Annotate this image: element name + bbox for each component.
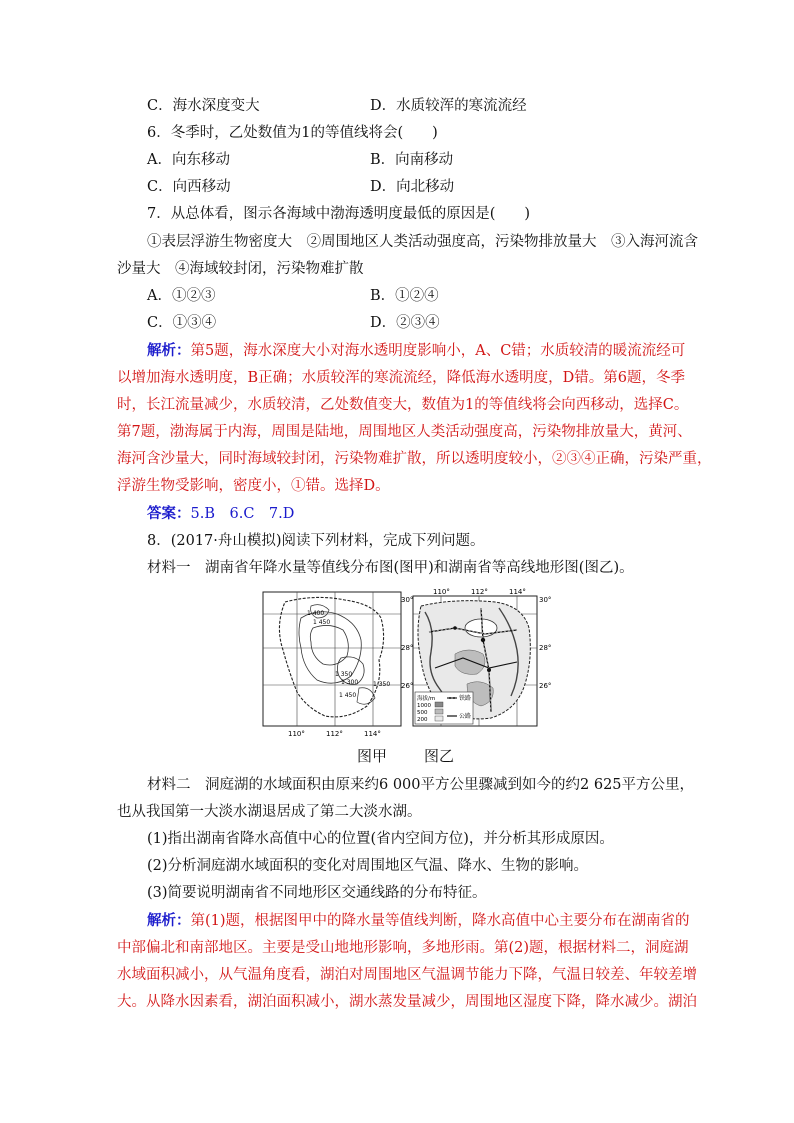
q7-items-line2: 沙量大 ④海域较封闭，污染物难扩散 [117, 261, 364, 277]
figure-caption-b: 图乙 [424, 747, 455, 765]
answer-label: 答案： [147, 505, 191, 522]
q7-items-line1: ①表层浮游生物密度大 ②周围地区人类活动强度高，污染物排放量大 ③入海河流含 [147, 234, 698, 250]
analysis-2-line4: 大。从降水因素看，湖泊面积减小，湖水蒸发量减少，周围地区湿度下降，降水减少。湖泊 [117, 994, 697, 1010]
map-a-contour-label: 1 350 [373, 681, 391, 688]
q8-sub-3: (3)简要说明湖南省不同地形区交通线路的分布特征。 [147, 885, 487, 901]
legend-elevation-value: 1000 [417, 703, 431, 709]
q8-stem: 8．(2017·舟山模拟)阅读下列材料，完成下列问题。 [147, 533, 485, 549]
q6-option-b: B．向南移动 [370, 152, 454, 168]
analysis-2-line2: 中部偏北和南部地区。主要是受山地地形影响，多地形雨。第(2)题，根据材料二，洞庭湖 [117, 940, 689, 956]
q6-stem: 6．冬季时，乙处数值为1的等值线将会( ) [147, 125, 438, 141]
legend-elevation-title: 海拔/m [417, 696, 436, 702]
map-a-lon-tick: 114° [364, 730, 381, 738]
legend-elevation-value: 500 [417, 710, 428, 716]
map-b-lat-tick: 26° [401, 682, 414, 690]
map-b-lon-tick: 112° [471, 588, 488, 596]
q5-option-c: C．海水深度变大 [147, 98, 260, 114]
map-a-contour-label: 1 450 [313, 619, 331, 626]
analysis-1-line6: 浮游生物受影响，密度小，①错。选择D。 [117, 478, 390, 494]
q7-option-a: A．①②③ [147, 288, 216, 304]
q8-material-2-line1: 材料二 洞庭湖的水域面积由原来约6 000平方公里骤减到如今的约2 625平方公里， [147, 777, 695, 793]
analysis-1-line3: 时，长江流量减少，水质较清，乙处数值变大，数值为1的等值线将会向西移动，选择C。 [117, 397, 689, 413]
answer-value: 5.B 6.C 7.D [190, 506, 295, 522]
analysis-label: 解析： [147, 912, 191, 929]
map-b-lat-tick: 30° [401, 596, 414, 604]
q5-option-d: D．水质较浑的寒流流经 [370, 98, 527, 114]
analysis-2-line3: 水域面积减小，从气温角度看，湖泊对周围地区气温调节能力下降，气温日较差、年较差增 [117, 967, 697, 983]
analysis-1-line5: 海河含沙量大，同时海域较封闭，污染物难扩散，所以透明度较小，②③④正确，污染严重， [117, 451, 712, 467]
map-a-precipitation [263, 592, 401, 738]
legend-railway: 铁路 [459, 695, 472, 702]
q7-stem: 7．从总体看，图示各海域中渤海透明度最低的原因是( ) [147, 206, 531, 222]
map-b-lat-tick: 28° [401, 644, 414, 652]
analysis-1-line1: 解析：第5题，海水深度大小对海水透明度影响小，A、C错；水质较清的暖流流经可 [147, 342, 686, 359]
map-a-lon-tick: 112° [326, 730, 343, 738]
q7-option-b: B．①②④ [370, 288, 439, 304]
map-b-lat-tick: 30° [539, 596, 552, 604]
map-b-legend [415, 692, 473, 724]
map-a-contour-label: 1 450 [339, 692, 357, 699]
analysis-label: 解析： [147, 342, 191, 359]
legend-elevation-value: 200 [417, 717, 428, 723]
q8-sub-1: (1)指出湖南省降水高值中心的位置(省内空间方位)，并分析其形成原因。 [147, 831, 614, 847]
analysis-1-line2: 以增加海水透明度，B正确；水质较浑的寒流流经，降低海水透明度，D错。第6题，冬季 [117, 370, 686, 386]
q7-option-c: C．①③④ [147, 315, 217, 331]
q6-option-c: C．向西移动 [147, 179, 231, 195]
analysis-1-line4: 第7题，渤海属于内海，周围是陆地，周围地区人类活动强度高，污染物排放量大，黄河、 [117, 424, 692, 440]
map-a-contour-label: 1 350 [335, 671, 353, 678]
map-b-lon-tick: 114° [509, 588, 526, 596]
map-a-lon-tick: 110° [288, 730, 305, 738]
answer-line [147, 504, 294, 524]
map-a-contour-label: 1 300 [341, 679, 359, 686]
figure-caption-a: 图甲 [357, 747, 388, 765]
analysis-2-line1: 解析：第(1)题，根据图甲中的降水量等值线判断，降水高值中心主要分布在湖南省的 [147, 912, 690, 929]
q8-material-1: 材料一 湖南省年降水量等值线分布图(图甲)和湖南省等高线地形图(图乙)。 [147, 560, 634, 576]
q7-option-d: D．②③④ [370, 315, 440, 331]
q8-sub-2: (2)分析洞庭湖水域面积的变化对周围地区气温、降水、生物的影响。 [147, 858, 589, 874]
map-b-lat-tick: 26° [539, 682, 552, 690]
map-b-lat-tick: 28° [539, 644, 552, 652]
legend-road: 公路 [459, 713, 472, 720]
q6-option-d: D．向北移动 [370, 179, 455, 195]
q6-option-a: A．向东移动 [147, 152, 230, 168]
map-b-topography [401, 588, 551, 726]
figure-maps [255, 588, 555, 738]
map-a-contour-label: 1 400 [307, 610, 325, 617]
q8-material-2-line2: 也从我国第一大淡水湖退居成了第二大淡水湖。 [117, 804, 422, 820]
map-b-lon-tick: 110° [433, 588, 450, 596]
